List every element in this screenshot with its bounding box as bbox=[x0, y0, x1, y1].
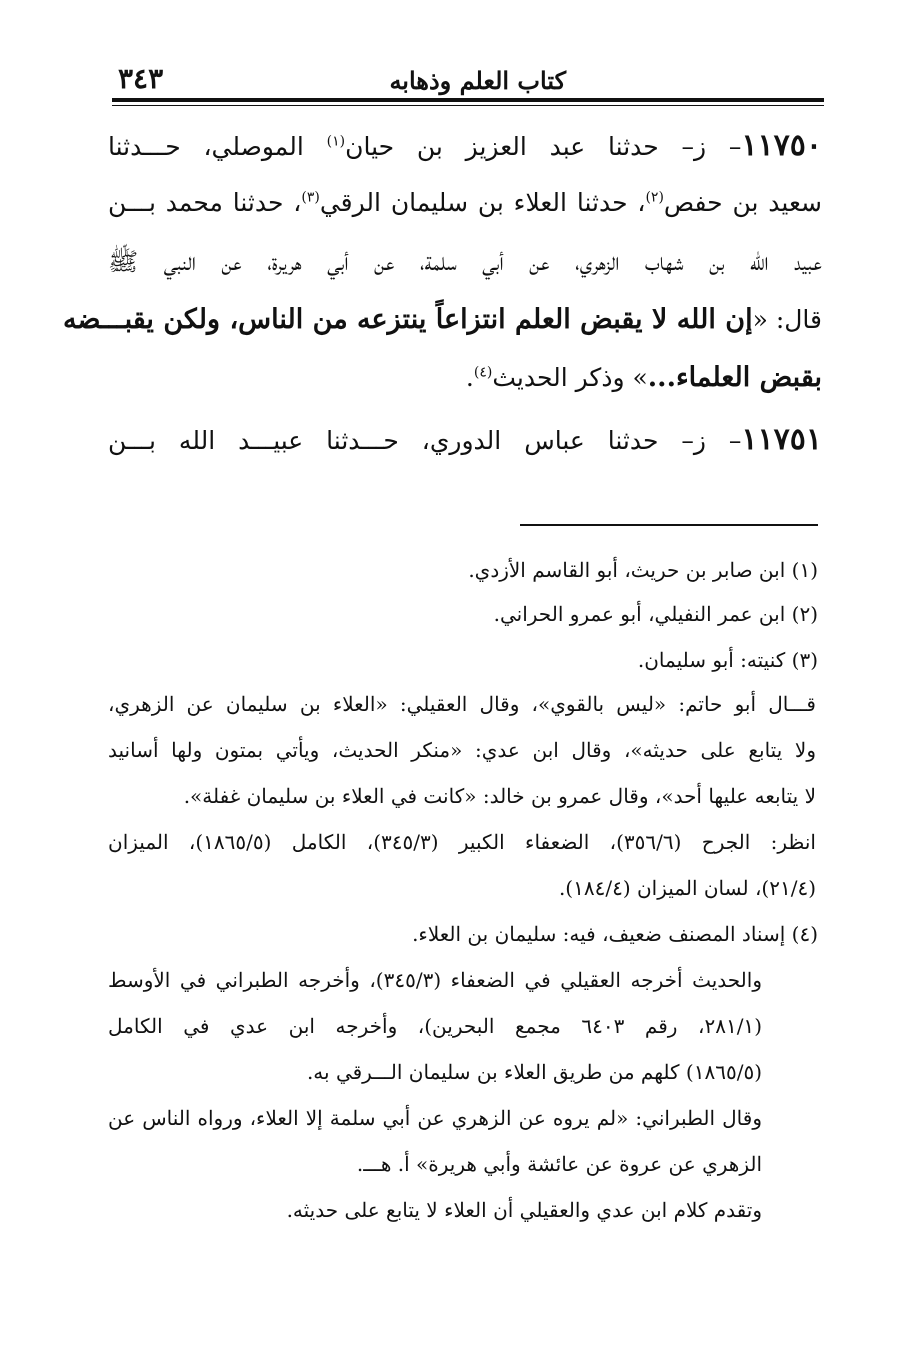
main-text bbox=[63, 124, 822, 474]
text-segment: قال: « bbox=[752, 305, 822, 334]
footnote-2: (٢) ابن عمر النفيلي، أبو عمرو الحراني. bbox=[493, 602, 818, 626]
footnote-3-line: انظر: الجرح (٣٥٦/٦)، الضعفاء الكبير (٣٤٥/٣)، الكامل (١٨٦٥/٥)، الميزان bbox=[108, 830, 816, 854]
footnote-marker: (١) bbox=[326, 133, 346, 150]
hadith-1-line-3: عبيد الله بن شهاب الزهري، عن أبي سلمة، عن أبي هريرة، عن النبي ﷺ bbox=[108, 247, 822, 276]
footnote-marker: (٢) bbox=[645, 189, 664, 206]
header-rule-thin bbox=[112, 105, 824, 106]
text-segment: – ز– حدثنا عباس الدوري، حـــدثنا عبيـــد الله بـــن bbox=[108, 426, 742, 455]
footnote-marker: (٣) bbox=[301, 189, 320, 206]
footnote-4-line: والحديث أخرجه العقيلي في الضعفاء (٣٤٥/٣)، وأخرجه الطبراني في الأوسط bbox=[108, 968, 762, 992]
hadith-1-line-4 bbox=[63, 304, 822, 335]
footnote-4-line: وقال الطبراني: «لم يروه عن الزهري عن أبي سلمة إلا العلاء، ورواه الناس عن bbox=[108, 1106, 762, 1130]
footnote-1: (١) ابن صابر بن حريث، أبو القاسم الأزدي. bbox=[468, 558, 818, 582]
hadith-1-line-2 bbox=[108, 188, 822, 217]
page-header bbox=[112, 62, 824, 98]
hadith-number: ١١٧٥١ bbox=[741, 422, 822, 457]
text-segment: – ز– حدثنا عبد العزيز بن حيان bbox=[345, 132, 742, 161]
text-segment: ، حدثنا محمد بـــن bbox=[108, 188, 302, 217]
footnote-3-line: قـــال أبو حاتم: «ليس بالقوي»، وقال العقيلي: «العلاء بن سليمان عن الزهري، bbox=[108, 692, 816, 716]
footnote-4-line: وتقدم كلام ابن عدي والعقيلي أن العلاء لا يتابع على حديثه. bbox=[286, 1198, 762, 1222]
text-segment: » وذكر الحديث bbox=[492, 363, 648, 392]
hadith-matn: إن الله لا يقبض العلم انتزاعاً ينتزعه من الناس، ولكن يقبـــضه bbox=[63, 304, 753, 335]
hadith-1-line-5 bbox=[108, 362, 822, 393]
hadith-2-line-1 bbox=[108, 422, 822, 457]
text-segment: . bbox=[465, 363, 474, 392]
hadith-1-line-1 bbox=[108, 128, 822, 163]
running-title: كتاب العلم وذهابه bbox=[389, 66, 566, 95]
footnote-3-line: لا يتابعه عليها أحد»، وقال عمرو بن خالد: «كانت في العلاء بن سليمان غفلة». bbox=[183, 784, 816, 808]
footnote-3-line: ولا يتابع على حديثه»، وقال ابن عدي: «منكر الحديث، ويأتي بمتون ولها أسانيد bbox=[108, 738, 816, 762]
text-segment: سعيد بن حفص bbox=[663, 188, 822, 217]
footnote-marker: (٤) bbox=[473, 364, 493, 381]
header-rule-thick bbox=[112, 98, 824, 102]
footnote-4-line: الزهري عن عروة عن عائشة وأبي هريرة» أ. هـــ. bbox=[356, 1152, 762, 1176]
page-number: ٣٤٣ bbox=[118, 62, 164, 95]
footnote-separator bbox=[520, 524, 818, 526]
footnote-4-line: (١٨٦٥/٥) كلهم من طريق العلاء بن سليمان الـــرقي به. bbox=[306, 1060, 762, 1084]
text-segment: ، حدثنا العلاء بن سليمان الرقي bbox=[319, 188, 646, 217]
footnote-3: (٣) كنيته: أبو سليمان. bbox=[637, 648, 818, 672]
footnote-4-line: (٢٨١/١، رقم ٦٤٠٣ مجمع البحرين)، وأخرجه ابن عدي في الكامل bbox=[108, 1014, 762, 1038]
hadith-matn: بقبض العلماء... bbox=[647, 362, 822, 393]
footnote-4: (٤) إسناد المصنف ضعيف، فيه: سليمان بن العلاء. bbox=[412, 922, 818, 946]
text-segment: الموصلي، حـــدثنا bbox=[108, 132, 327, 161]
hadith-number: ١١٧٥٠ bbox=[741, 128, 822, 163]
footnote-3-line: (٢١/٤)، لسان الميزان (١٨٤/٤). bbox=[558, 876, 816, 900]
